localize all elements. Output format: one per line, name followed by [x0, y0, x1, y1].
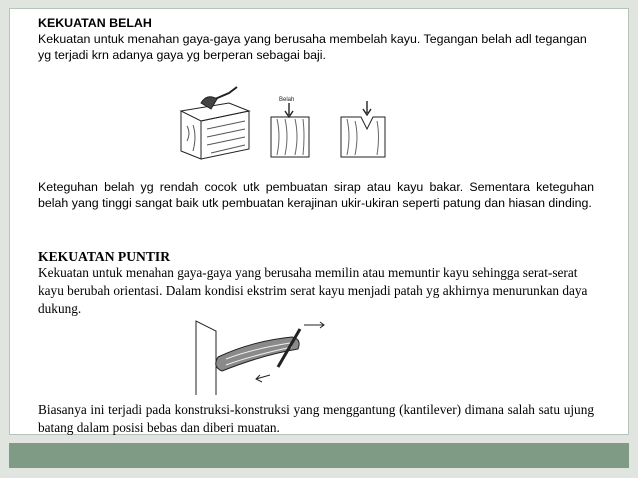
- wood-twisting-illustration: [192, 317, 334, 395]
- belah-body-text: Keteguhan belah yg rendah cocok utk pembuatan sirap atau kayu bakar. Sementara keteguhan belah yang tinggi sangat baik utk pembuatan kerajinan ukir-ukiran seperti patung dan hiasan dinding.: [38, 180, 594, 210]
- puntir-intro-text: Kekuatan untuk menahan gaya-gaya yang berusaha memilin atau memuntir kayu sehingga serat-serat kayu berubah orientasi. Dalam kondisi ekstrim serat kayu menjadi patah yg akhirnya menurunkan daya dukung.: [38, 265, 588, 316]
- heading-kekuatan-belah: KEKUATAN BELAH: [38, 16, 152, 30]
- puntir-body-text: Biasanya ini terjadi pada konstruksi-konstruksi yang menggantung (kantilever) dimana salah satu ujung batang dalam posisi bebas dan diberi muatan.: [38, 402, 594, 435]
- belah-intro-text: Kekuatan untuk menahan gaya-gaya yang berusaha membelah kayu. Tegangan belah adl tegangan yg terjadi krn adanya gaya yg berperan sebagai baji.: [38, 32, 587, 62]
- wood-splitting-illustration: [171, 81, 393, 161]
- footer-bar: [9, 443, 629, 468]
- heading-kekuatan-puntir: KEKUATAN PUNTIR: [38, 249, 171, 264]
- figure-label-belah: Belah: [279, 97, 295, 103]
